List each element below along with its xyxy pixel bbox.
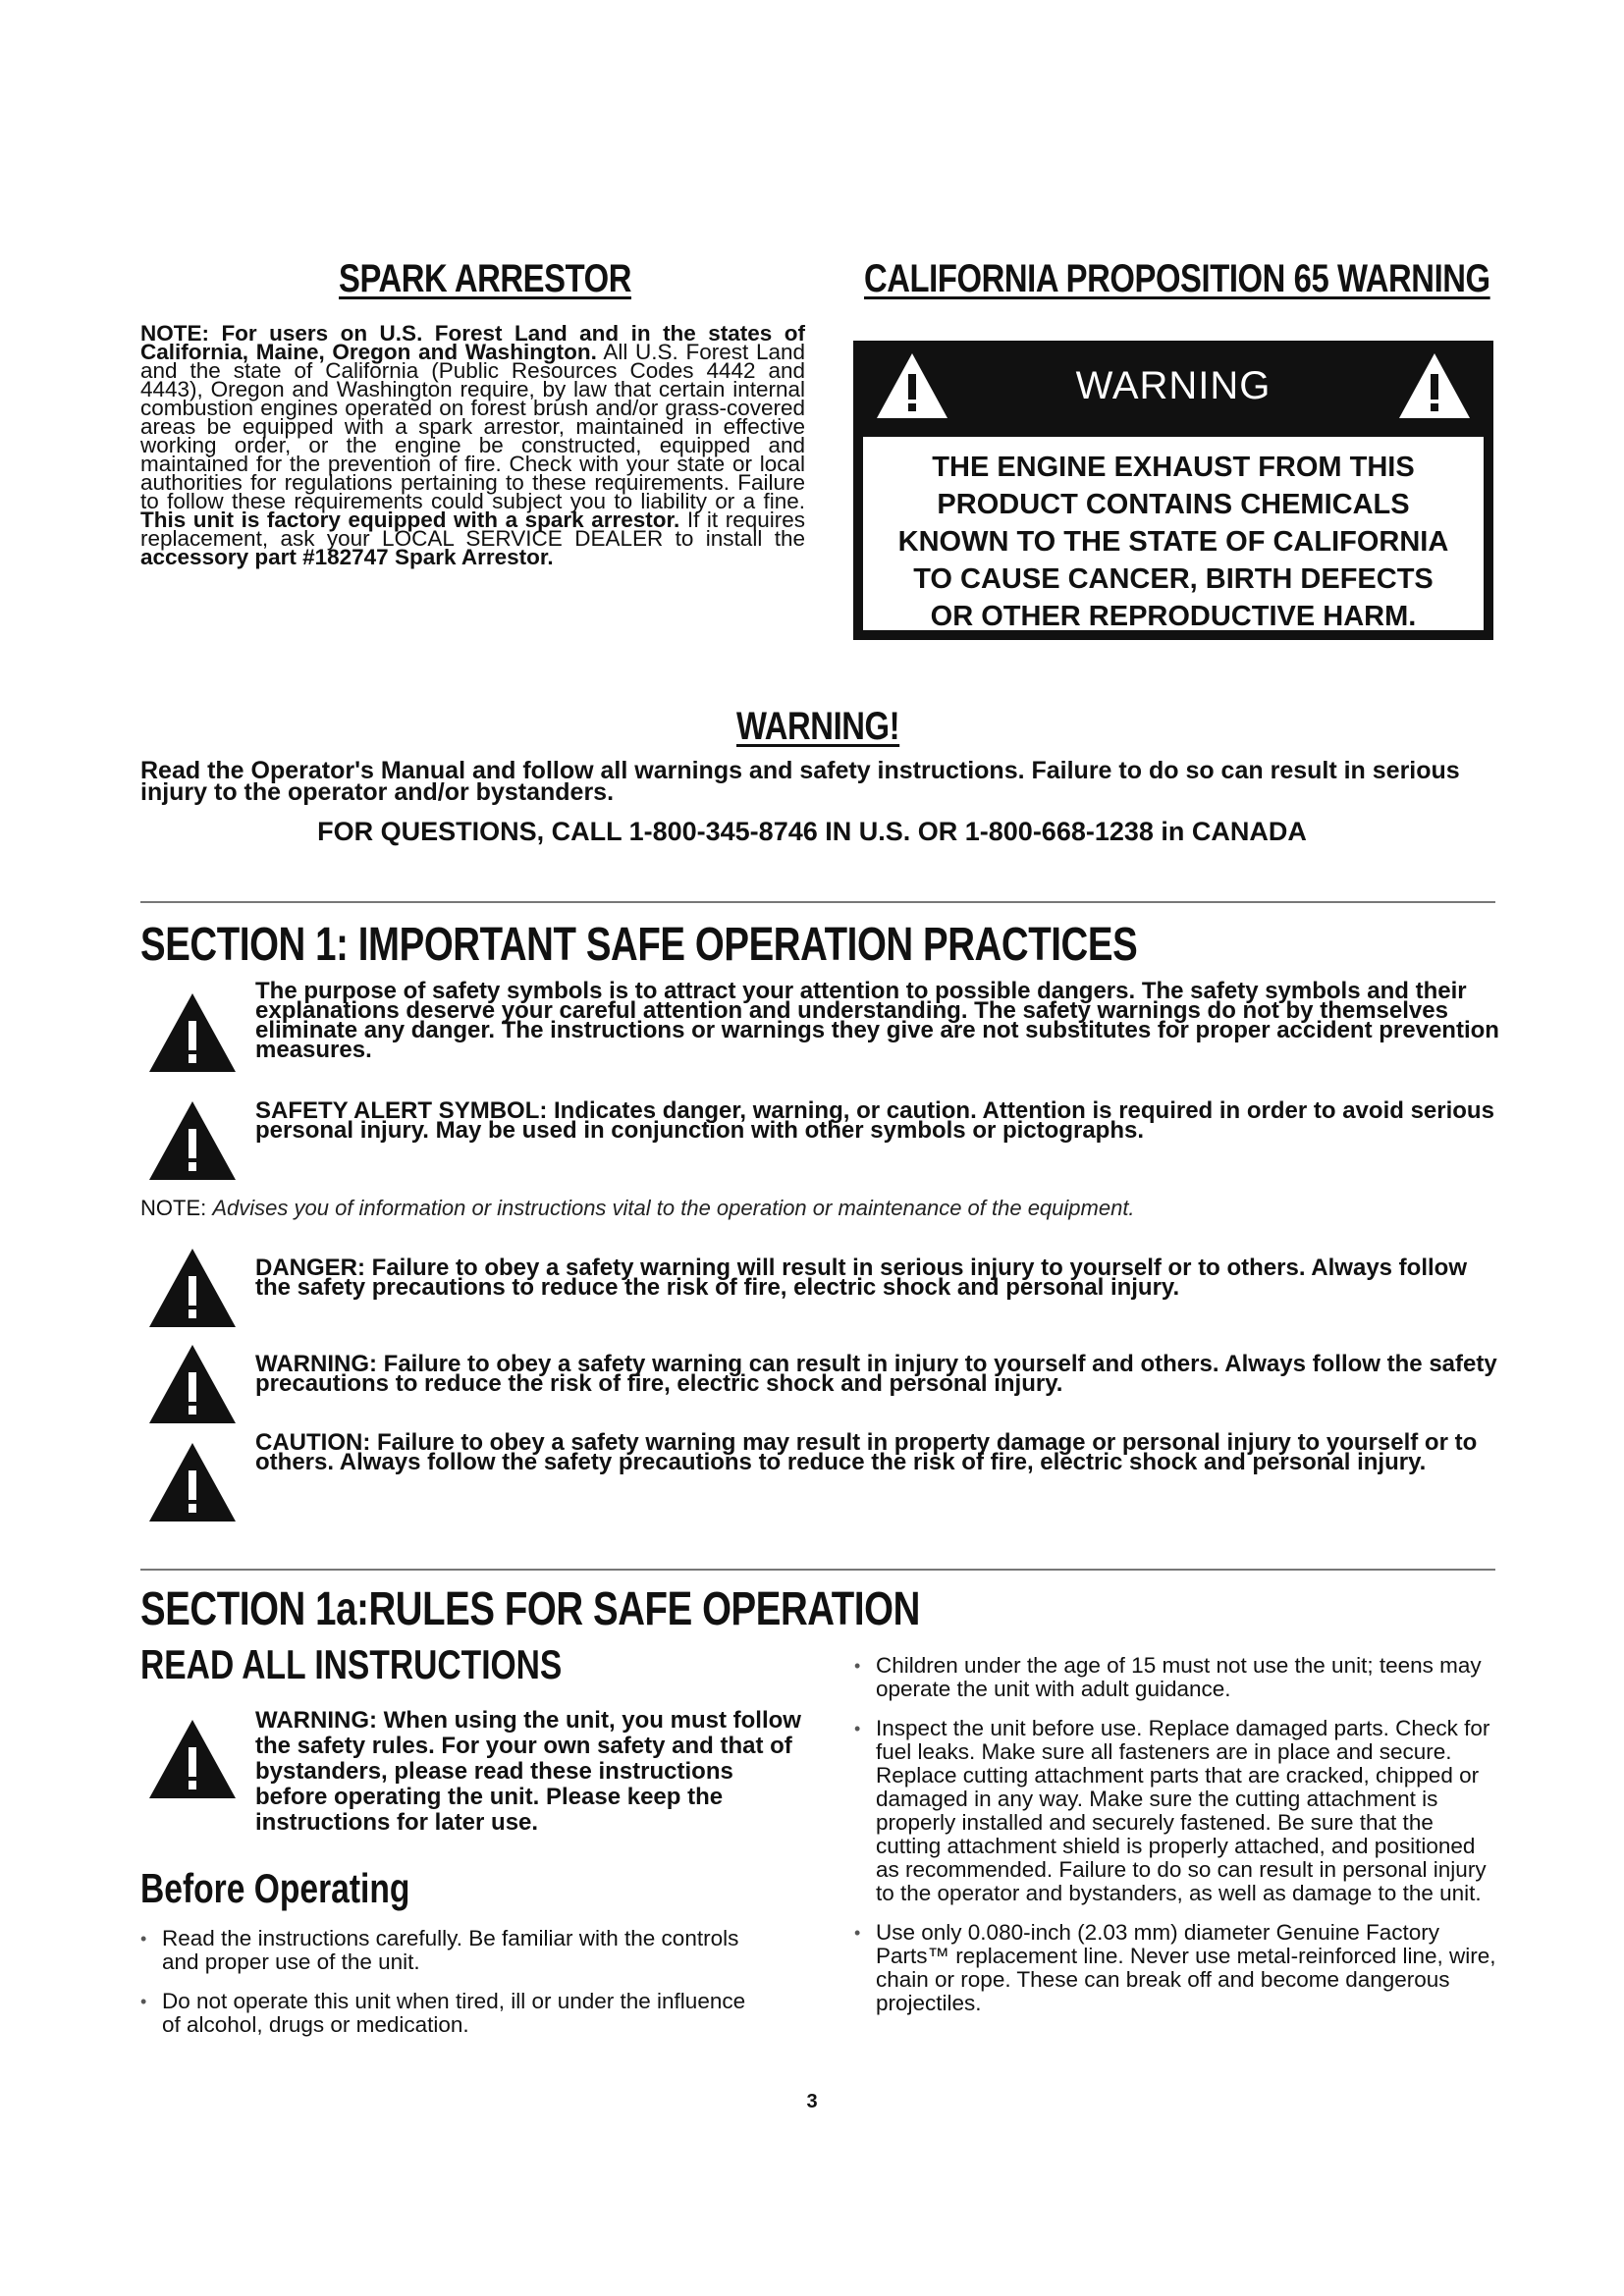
prop65-message-panel: [863, 437, 1484, 630]
safety-alert-icon: [147, 1099, 238, 1182]
section-1-title: SECTION 1: IMPORTANT SAFE OPERATION PRACTICES: [140, 919, 1138, 971]
note-label: NOTE:: [140, 1196, 207, 1220]
warning-triangle-icon: [1397, 350, 1472, 421]
divider: [140, 1569, 1495, 1571]
section-1a-title: SECTION 1a:RULES FOR SAFE OPERATION: [140, 1583, 920, 1635]
list-item: • Do not operate this unit when tired, ill or under the influence of alcohol, drugs or medication.: [140, 1990, 749, 2037]
prop65-line: THE ENGINE EXHAUST FROM THIS: [932, 452, 1415, 483]
read-all-instructions-heading: READ ALL INSTRUCTIONS: [140, 1641, 563, 1687]
questions-phone-line: FOR QUESTIONS, CALL 1-800-345-8746 IN U.S. OR 1-800-668-1238 in CANADA: [317, 817, 1307, 846]
prop65-line: KNOWN TO THE STATE OF CALIFORNIA: [897, 526, 1449, 558]
spark-body-1: All U.S. Forest Land and the state of California (Public Resources Codes 4442 and 4443), Oregon and Washington require, by law that certain internal combustion engines operated on forest brush and/or grass-covered areas be equipped with a spark arrestor, maintained in effective working order, or the engine be constructed, equipped and maintained for the prevention of fire. Check with your state or local authorities for regulations pertaining to these requirements. Failure to follow these requirements could subject you to liability or a fine.: [140, 340, 805, 513]
caution-alert-icon: [147, 1441, 238, 1523]
alert-symbol-text: SAFETY ALERT SYMBOL: Indicates danger, warning, or caution. Attention is required in order to avoid serious personal injury. May be used in conjunction with other symbols or pictographs.: [255, 1097, 1494, 1144]
page-number: 3: [806, 2091, 818, 2112]
note-text: Advises you of information or instructions vital to the operation or maintenance of the equipment.: [212, 1196, 1135, 1220]
prop65-line: PRODUCT CONTAINS CHEMICALS: [937, 489, 1410, 520]
spark-note-bold: NOTE: For users on U.S. Forest Land and in the states of California, Maine, Oregon and Washington.: [140, 321, 805, 364]
prop65-message: [863, 449, 1484, 635]
prop65-heading: CALIFORNIA PROPOSITION 65 WARNING: [864, 257, 1490, 300]
prop65-line: TO CAUSE CANCER, BIRTH DEFECTS: [913, 563, 1434, 595]
note-line: [140, 1196, 1135, 1221]
warning-heading: WARNING!: [736, 705, 900, 748]
spark-body-2: If it requires replacement, ask your LOCAL SERVICE DEALER to install the: [140, 507, 805, 551]
spark-arrestor-text: [140, 321, 805, 569]
before-operating-list: [140, 1927, 749, 2053]
divider: [140, 901, 1495, 903]
list-item: • Read the instructions carefully. Be familiar with the controls and proper use of the unit.: [140, 1927, 749, 1974]
before-operating-heading: Before Operating: [140, 1865, 410, 1911]
prop65-warning-box: [853, 341, 1493, 640]
prop65-banner: [853, 341, 1493, 437]
prop65-banner-label: WARNING: [1075, 364, 1272, 407]
warning-text: Read the Operator's Manual and follow all warnings and safety instructions. Failure to do so can result in serious injury to the operator and/or bystanders.: [140, 757, 1460, 806]
purpose-text: The purpose of safety symbols is to attract your attention to possible dangers. The safety symbols and their explanations deserve your careful attention and understanding. The safety warnings do not by themselves eliminate any danger. The instructions or warnings they give are not substitutes for proper accident prevention measures.: [255, 978, 1499, 1063]
warning-alert-icon: [147, 1718, 238, 1800]
danger-alert-icon: [147, 1247, 238, 1329]
list-item: • Inspect the unit before use. Replace damaged parts. Check for fuel leaks. Make sure all fasteners are in place and secure. Replace cutting attachment parts that are cracked, chipped or damaged in any way. Make sure the cutting attachment is properly installed and securely fastened. Be sure that the cutting attachment shield is properly attached, and positioned as recommended. Failure to do so can result in personal injury to the operator and bystanders, as well as damage to the unit.: [854, 1717, 1502, 1905]
safety-rules-list: [854, 1654, 1502, 2031]
danger-text: DANGER: Failure to obey a safety warning will result in serious injury to yourself or to others. Always follow the safety precautions to reduce the risk of fire, electric shock and personal injury.: [255, 1255, 1467, 1301]
safety-alert-icon: [147, 991, 238, 1074]
spark-equipped-bold: This unit is factory equipped with a spark arrestor.: [140, 507, 680, 532]
list-item: • Use only 0.080-inch (2.03 mm) diameter Genuine Factory Parts™ replacement line. Never use metal-reinforced line, wire, chain or rope. These can break off and become dangerous projectiles.: [854, 1921, 1502, 2015]
prop65-line: OR OTHER REPRODUCTIVE HARM.: [930, 601, 1417, 632]
caution-text: CAUTION: Failure to obey a safety warning may result in property damage or personal injury to yourself or to others. Always follow the safety precautions to reduce the risk of fire, electric shock and personal injury.: [255, 1429, 1478, 1475]
spark-accessory-bold: accessory part #182747 Spark Arrestor.: [140, 545, 554, 569]
list-item: • Children under the age of 15 must not use the unit; teens may operate the unit with adult guidance.: [854, 1654, 1502, 1701]
read-instructions-warning-text: WARNING: When using the unit, you must follow the safety rules. For your own safety and that of bystanders, please read these instructions before operating the unit. Please keep the instructions for later use.: [255, 1707, 801, 1836]
spark-arrestor-heading: SPARK ARRESTOR: [339, 257, 632, 300]
warning-alert-icon: [147, 1343, 238, 1425]
warning-definition-text: WARNING: Failure to obey a safety warning can result in injury to yourself and others. Always follow the safety precautions to reduce the risk of fire, electric shock and personal injury.: [255, 1351, 1497, 1397]
